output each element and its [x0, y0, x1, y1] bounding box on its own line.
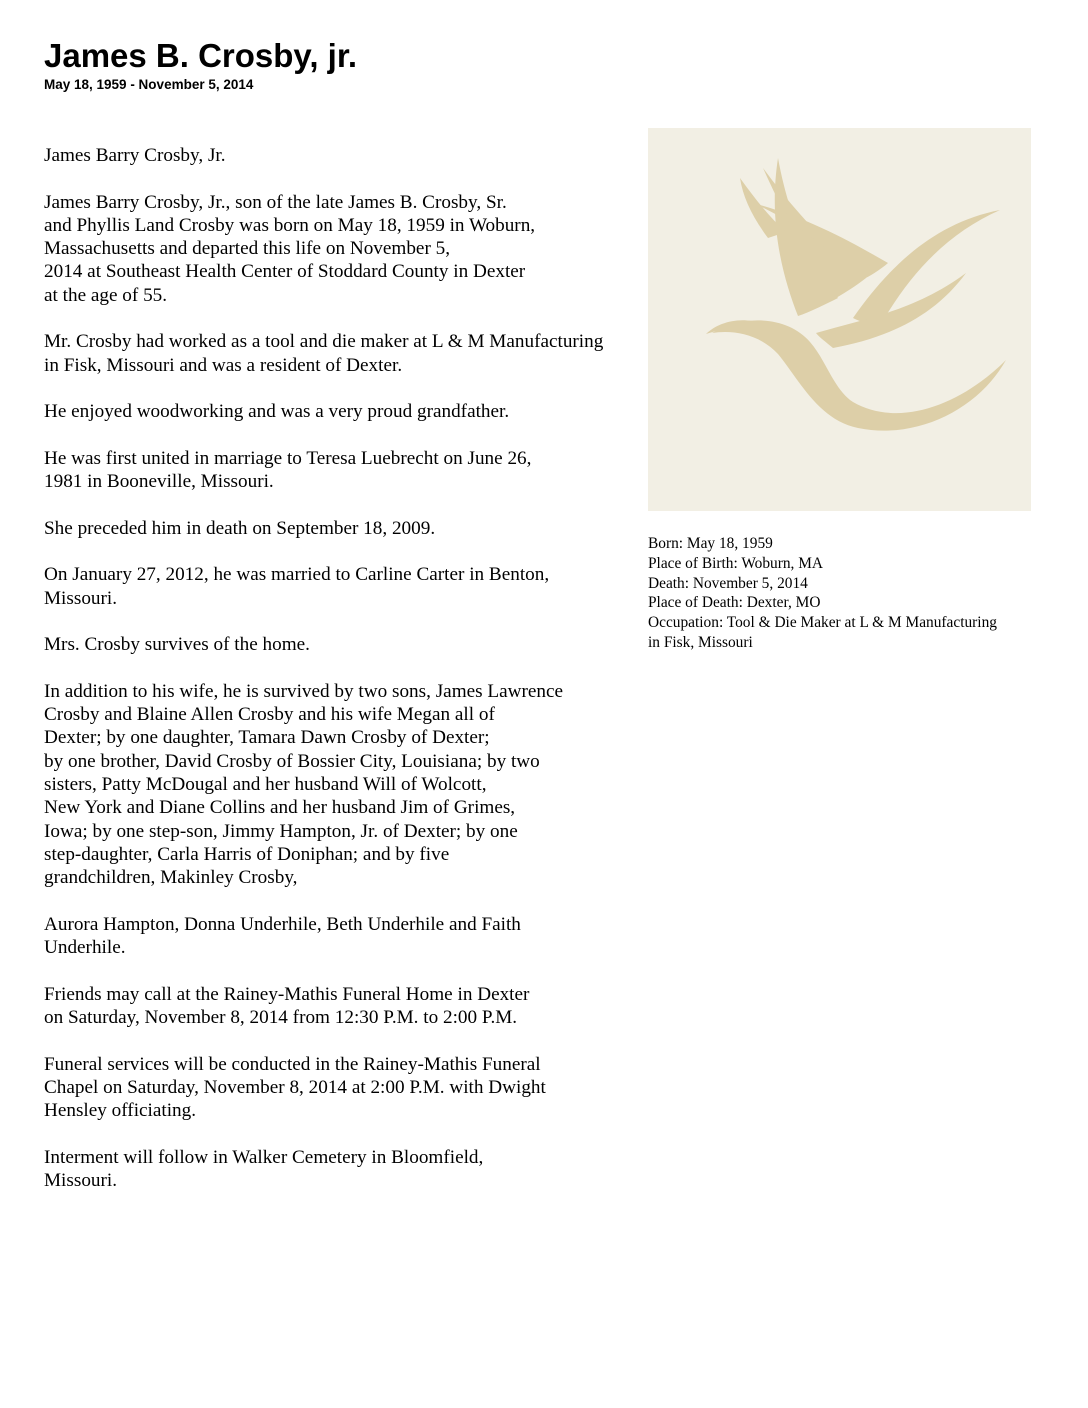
- obituary-paragraph: [44, 330, 684, 377]
- obituary-line: Chapel on Saturday, November 8, 2014 at 2:00 P.M. with Dwight: [44, 1076, 546, 1098]
- obituary-paragraph: [44, 1146, 684, 1193]
- obituary-header: [44, 36, 357, 94]
- obituary-paragraph: [44, 191, 684, 307]
- fact-place-of-birth: Place of Birth: Woburn, MA: [648, 554, 824, 572]
- obituary-line: in Fisk, Missouri and was a resident of Dexter.: [44, 354, 403, 376]
- obituary-line: Mr. Crosby had worked as a tool and die maker at L & M Manufacturing: [44, 331, 604, 353]
- obituary-text: [44, 144, 684, 1216]
- page-title: James B. Crosby, jr.: [44, 37, 358, 74]
- obituary-line: and Phyllis Land Crosby was born on May 18, 1959 in Woburn,: [44, 214, 536, 236]
- obituary-paragraph: [44, 517, 684, 540]
- obituary-line: at the age of 55.: [44, 284, 168, 306]
- dove-icon: [648, 128, 1031, 511]
- obituary-line: Underhile.: [44, 937, 126, 959]
- obituary-paragraph: [44, 680, 684, 890]
- obituary-line: Mrs. Crosby survives of the home.: [44, 634, 310, 656]
- obituary-line: Funeral services will be conducted in the Rainey-Mathis Funeral: [44, 1053, 541, 1075]
- obituary-line: In addition to his wife, he is survived by two sons, James Lawrence: [44, 680, 564, 702]
- obituary-line: on Saturday, November 8, 2014 from 12:30 P.M. to 2:00 P.M.: [44, 1006, 518, 1028]
- life-dates: May 18, 1959 - November 5, 2014: [44, 77, 254, 92]
- obituary-line: James Barry Crosby, Jr., son of the late James B. Crosby, Sr.: [44, 191, 507, 213]
- obituary-line: Massachusetts and departed this life on November 5,: [44, 238, 451, 260]
- fact-born: Born: May 18, 1959: [648, 535, 773, 552]
- obituary-line: On January 27, 2012, he was married to Carline Carter in Benton,: [44, 564, 550, 586]
- obituary-paragraph: [44, 447, 684, 494]
- obituary-paragraph: [44, 983, 684, 1030]
- obituary-line: She preceded him in death on September 18, 2009.: [44, 517, 436, 539]
- obituary-line: Aurora Hampton, Donna Underhile, Beth Underhile and Faith: [44, 913, 521, 935]
- fact-place-of-death: Place of Death: Dexter, MO: [648, 594, 821, 612]
- obituary-line: Interment will follow in Walker Cemetery in Bloomfield,: [44, 1146, 484, 1168]
- obituary-paragraph: [44, 144, 684, 167]
- obituary-line: 1981 in Booneville, Missouri.: [44, 471, 274, 493]
- dove-image: [648, 128, 1031, 511]
- fact-death: Death: November 5, 2014: [648, 574, 808, 592]
- obituary-paragraph: [44, 400, 684, 423]
- obituary-line: Crosby and Blaine Allen Crosby and his wife Megan all of: [44, 704, 495, 726]
- obituary-line: 2014 at Southeast Health Center of Stoddard County in Dexter: [44, 261, 526, 283]
- obituary-paragraph: [44, 913, 684, 960]
- obituary-line: Missouri.: [44, 1170, 118, 1192]
- obituary-line: He enjoyed woodworking and was a very proud grandfather.: [44, 401, 510, 423]
- obituary-line: Dexter; by one daughter, Tamara Dawn Crosby of Dexter;: [44, 727, 490, 749]
- obituary-line: James Barry Crosby, Jr.: [44, 145, 226, 166]
- obituary-line: New York and Diane Collins and her husband Jim of Grimes,: [44, 797, 516, 819]
- obituary-line: sisters, Patty McDougal and her husband Will of Wolcott,: [44, 774, 487, 796]
- obituary-line: by one brother, David Crosby of Bossier City, Louisiana; by two: [44, 750, 540, 772]
- obituary-paragraph: [44, 633, 684, 656]
- obituary-line: grandchildren, Makinley Crosby,: [44, 867, 298, 889]
- obituary-line: Iowa; by one step-son, Jimmy Hampton, Jr. of Dexter; by one: [44, 820, 518, 842]
- obituary-line: Hensley officiating.: [44, 1100, 197, 1122]
- obituary-line: He was first united in marriage to Teresa Luebrecht on June 26,: [44, 447, 532, 469]
- obituary-line: step-daughter, Carla Harris of Doniphan; and by five: [44, 843, 450, 865]
- fact-occupation-continued: in Fisk, Missouri: [648, 633, 753, 651]
- fact-occupation: Occupation: Tool & Die Maker at L & M Manufacturing: [648, 614, 997, 632]
- obituary-paragraph: [44, 1053, 684, 1123]
- obituary-line: Friends may call at the Rainey-Mathis Funeral Home in Dexter: [44, 983, 530, 1005]
- vital-facts: [648, 534, 1068, 653]
- obituary-paragraph: [44, 563, 684, 610]
- obituary-line: Missouri.: [44, 587, 118, 609]
